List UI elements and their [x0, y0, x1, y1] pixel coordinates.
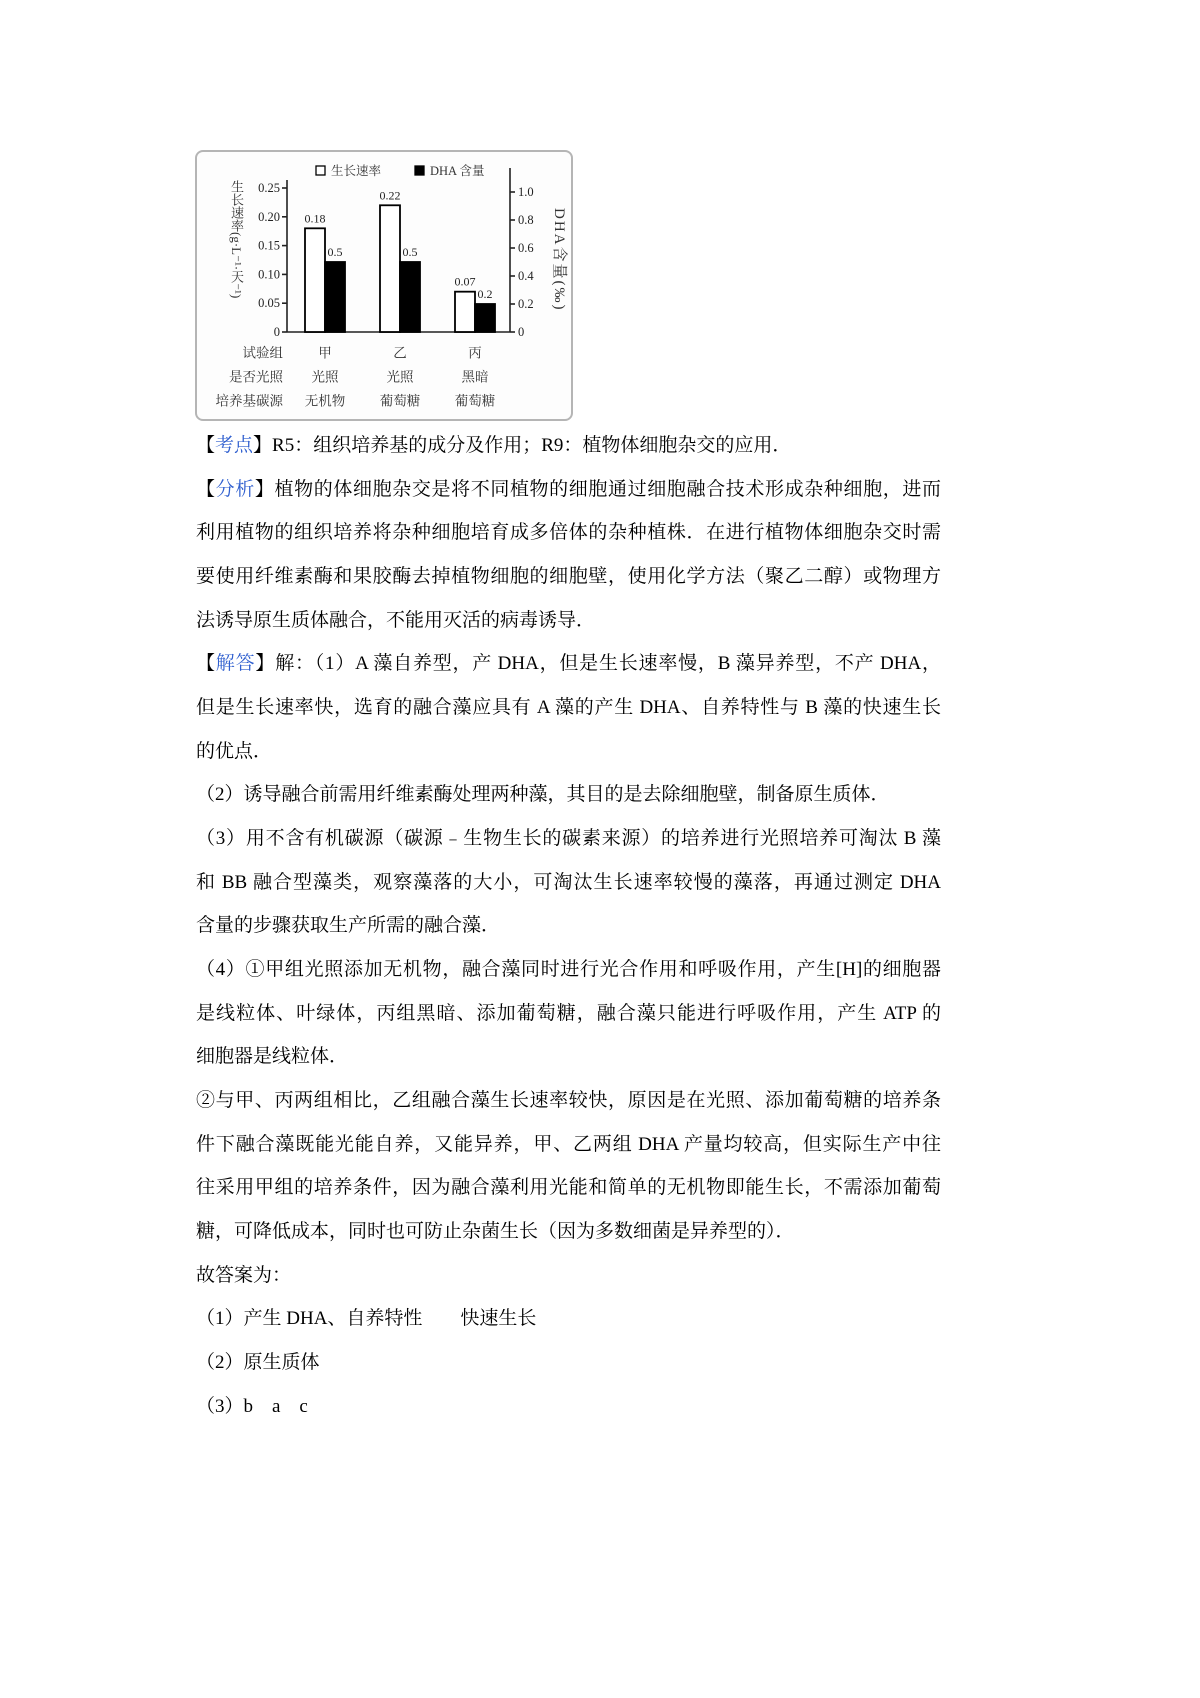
text-line [196, 1210, 941, 1254]
text-line [196, 817, 941, 861]
series-0-bar [380, 205, 400, 332]
line-text: （2）原生质体 [196, 1352, 320, 1374]
legend-label: 生长速率 [331, 164, 382, 178]
legend-label: DHA 含量 [430, 164, 485, 178]
line-text: R5：组织培养基的成分及作用；R9：植物体细胞杂交的应用． [272, 435, 792, 456]
table-row-label: 培养基碳源 [215, 393, 283, 409]
series-0-bar [305, 228, 325, 332]
table-cell: 黑暗 [461, 369, 489, 385]
line-text: 故答案为： [196, 1264, 292, 1286]
label-bracket-open: 【 [196, 478, 216, 500]
legend-swatch [415, 166, 424, 175]
series-1-data-label: 0.5 [327, 245, 343, 259]
text-line [196, 1166, 941, 1210]
text-line [196, 948, 941, 992]
right-tick-label: 0.8 [518, 213, 534, 227]
right-tick-label: 1.0 [518, 185, 534, 199]
section-label: 解答 [215, 653, 256, 675]
table-cell: 光照 [386, 369, 414, 385]
text-line [196, 1385, 941, 1429]
line-text: 糖，可降低成本，同时也可防止杂菌生长（因为多数细菌是异养型的）． [196, 1221, 795, 1243]
text-line [196, 1079, 941, 1123]
text-line [196, 642, 941, 686]
line-text: 往采用甲组的培养条件，因为融合藻利用光能和简单的无机物即能生长，不需添加葡萄 [196, 1177, 941, 1199]
series-0-data-label: 0.07 [454, 274, 476, 289]
text-line [196, 730, 941, 774]
line-text: （1）产生 DHA、自养特性 快速生长 [196, 1308, 537, 1330]
right-tick-label: 0.2 [518, 297, 534, 311]
right-tick-label: 0.4 [518, 269, 534, 283]
labeled-section [196, 424, 941, 468]
section-label: 考点 [215, 435, 254, 456]
line-text: 和 BB 融合型藻类，观察藻落的大小，可淘汰生长速率较慢的藻落，再通过测定 DHA [196, 871, 941, 893]
label-bracket-close: 】 [253, 435, 273, 456]
series-1-bar [400, 262, 420, 332]
table-row-label: 是否光照 [229, 369, 283, 385]
line-text: 解：（1）A 藻自养型，产 DHA，但是生长速率慢，B 藻异养型，不产 DHA， [275, 653, 941, 675]
right-tick-label: 0 [518, 325, 525, 339]
left-tick-label: 0.20 [258, 209, 280, 224]
text-line [196, 468, 941, 512]
line-text: 利用植物的组织培养将杂种细胞培育成多倍体的杂种植株．在进行植物体细胞杂交时需 [196, 522, 941, 544]
paragraph [196, 948, 941, 1079]
text-line [196, 599, 941, 643]
left-tick-label: 0.25 [258, 181, 280, 195]
line-text: 件下融合藻既能光能自养，又能异养，甲、乙两组 DHA 产量均较高，但实际生产中往 [196, 1133, 941, 1155]
line-text: 法诱导原生质体融合，不能用灭活的病毒诱导． [196, 609, 596, 631]
text-line [196, 861, 941, 905]
paragraph [196, 1341, 941, 1385]
table-cell: 无机物 [304, 393, 346, 409]
series-0-bar [455, 292, 475, 332]
text-line [196, 1341, 941, 1385]
left-axis-title: 生长速率(g·L⁻¹·天⁻¹) [229, 180, 244, 299]
line-text: 细胞器是线粒体． [196, 1046, 349, 1068]
paragraph [196, 817, 941, 948]
series-0-data-label: 0.22 [379, 188, 401, 203]
text-line [196, 1297, 941, 1341]
left-tick-label: 0.10 [258, 267, 280, 282]
line-text: 植物的体细胞杂交是将不同植物的细胞通过细胞融合技术形成杂种细胞，进而 [274, 478, 941, 500]
paragraph [196, 1079, 941, 1254]
text-line [196, 686, 941, 730]
text-line [196, 511, 941, 555]
text-line [196, 1035, 941, 1079]
line-text: （2）诱导融合前需用纤维素酶处理两种藻，其目的是去除细胞壁，制备原生质体． [196, 784, 890, 806]
category-label: 乙 [393, 345, 407, 361]
line-text: （4）①甲组光照添加无机物，融合藻同时进行光合作用和呼吸作用，产生[H]的细胞器 [196, 959, 941, 981]
labeled-section [196, 642, 941, 773]
paragraph [196, 1385, 941, 1429]
label-bracket-close: 】 [255, 653, 276, 675]
text-line [196, 424, 941, 468]
series-1-bar [325, 262, 345, 332]
series-1-data-label: 0.5 [402, 245, 418, 259]
text-line [196, 1254, 941, 1298]
line-text: 含量的步骤获取生产所需的融合藻． [196, 915, 501, 937]
bar-chart [195, 150, 573, 421]
paragraph [196, 773, 941, 817]
line-text: （3）用不含有机碳源（碳源﹣生物生长的碳素来源）的培养进行光照培养可淘汰 B 藻 [196, 828, 941, 850]
section-label: 分析 [215, 478, 255, 500]
left-tick-label: 0 [273, 325, 280, 339]
table-cell: 光照 [311, 369, 339, 385]
right-axis-title: DHA含量(‰) [551, 208, 567, 312]
series-1-bar [475, 304, 495, 332]
left-tick-label: 0.15 [258, 238, 280, 253]
table-row-label: 试验组 [242, 345, 283, 361]
text-line [196, 904, 941, 948]
table-cell: 葡萄糖 [454, 393, 496, 409]
label-bracket-open: 【 [196, 435, 216, 456]
paragraph [196, 1254, 941, 1298]
line-text: 的优点． [196, 740, 273, 762]
text-line [196, 555, 941, 599]
text-line [196, 773, 941, 817]
category-label: 丙 [468, 345, 482, 361]
right-tick-label: 0.6 [518, 241, 534, 255]
paragraph [196, 1297, 941, 1341]
series-0-data-label: 0.18 [304, 211, 326, 226]
series-1-data-label: 0.2 [477, 287, 493, 301]
label-bracket-close: 】 [254, 478, 275, 500]
left-tick-label: 0.05 [258, 296, 280, 311]
line-text: 但是生长速率快，选育的融合藻应具有 A 藻的产生 DHA、自养特性与 B 藻的快速生长 [196, 697, 941, 719]
line-text: 是线粒体、叶绿体，丙组黑暗、添加葡萄糖，融合藻只能进行呼吸作用，产生 ATP 的 [196, 1002, 941, 1024]
label-bracket-open: 【 [196, 653, 216, 675]
answer-text-body [196, 424, 941, 1428]
line-text: （3）b a c [196, 1395, 308, 1417]
text-line [196, 1123, 941, 1167]
labeled-section [196, 468, 941, 643]
text-line [196, 992, 941, 1036]
category-label: 甲 [318, 345, 332, 361]
line-text: ②与甲、丙两组相比，乙组融合藻生长速率较快，原因是在光照、添加葡萄糖的培养条 [196, 1090, 941, 1112]
legend-swatch [316, 166, 325, 175]
line-text: 要使用纤维素酶和果胶酶去掉植物细胞的细胞壁，使用化学方法（聚乙二醇）或物理方 [196, 566, 941, 588]
table-cell: 葡萄糖 [379, 393, 421, 409]
